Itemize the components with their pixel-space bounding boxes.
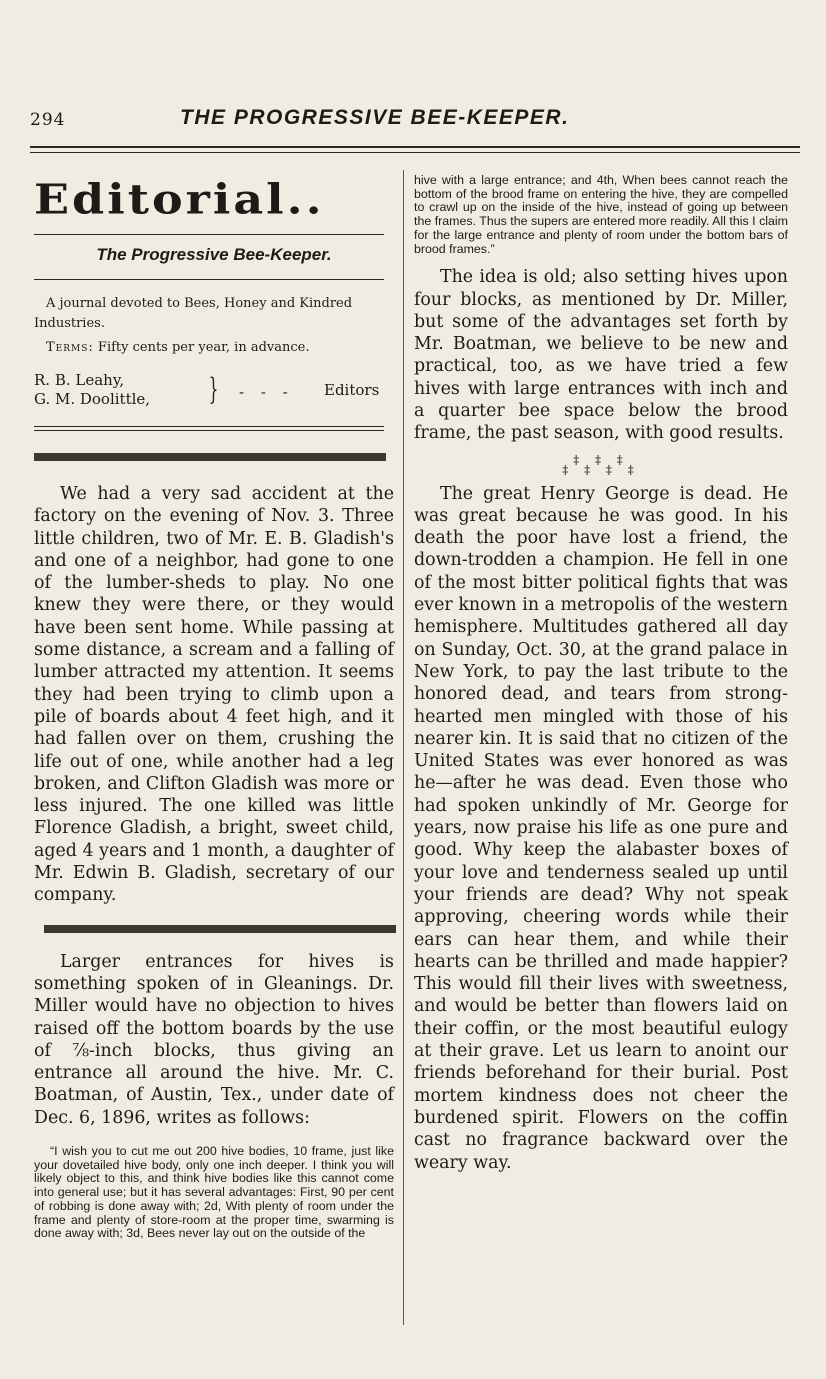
section-bar-1 — [34, 453, 386, 461]
journal-description: A journal devoted to Bees, Honey and Kindred Industries. — [34, 296, 353, 331]
running-head — [30, 104, 800, 134]
henry-george-paragraph: The great Henry George is dead. He was great because he was good. In his death the poor have lost a friend, the down-trodden a champion. He fell in one of the most bitter political fights that was ever known in a metropolis of the western hemisphere. Multitudes gathered all day on Sunday, Oct. 30, at the grand palace in New York, to pay the last tribute to the honored dead, and tears from strong-hearted men mingled with those of his nearer kin. It is said that no citizen of the United States was ever honored as was he—after he was dead. Even those who had spoken unkindly of Mr. George for years, now praise his life as one pure and good. Why keep the alabaster boxes of your love and tenderness sealed up until your friends are dead? Why not speak approving, cheering words while their ears can hear them, and while their hearts can be thrilled and made happier? This would fill their lives with sweetness, and would be better than flowers laid on their coffin, or the most beautiful eulogy at their grave. Let us learn to anoint our friends beforehand for their burial. Post mortem kindness does not cheer the burdened spirit. Flowers on the coffin cast no fragrance backward over the weary way. — [414, 483, 788, 1173]
boatman-quote-end: hive with a large entrance; and 4th, When bees cannot reach the bottom of the brood frame on entering the hive, they are compelled to crawl up on the inside of the hive, instead of going up between the frames. Thus the supers are entered more readily. All this I claim for the large entrance and plenty of room under the bottom bars of brood frames.” — [414, 173, 788, 256]
editors-label: Editors — [324, 381, 380, 399]
masthead-rule-4 — [34, 430, 384, 431]
separator-row-top: ‡ ‡ ‡ — [573, 452, 629, 467]
entrances-paragraph: Larger entrances for hives is something spoken of in Gleanings. Dr. Miller would have no objection to hives raised off the bottom boards by the use of ⅞-inch blocks, thus giving an entrance all around the hive. Mr. C. Boatman, of Austin, Tex., under date of Dec. 6, 1896, writes as follows: — [34, 951, 394, 1128]
editor-name-1: R. B. Leahy, — [34, 371, 125, 389]
terms-label: Terms: — [46, 340, 94, 355]
masthead-rule-3 — [34, 426, 384, 427]
separator-row-bottom: ‡ ‡ ‡ ‡ — [562, 462, 640, 477]
journal-title: THE PROGRESSIVE BEE-KEEPER. — [180, 106, 570, 129]
editorial-heading: Editorial.. — [34, 174, 325, 224]
header-rule-top — [30, 146, 800, 148]
masthead-rule-1 — [34, 234, 384, 235]
section-bar-2 — [44, 925, 396, 933]
idea-paragraph: The idea is old; also setting hives upon four blocks, as mentioned by Dr. Miller, but some of the advantages set forth by Mr. Boatman, we believe to be new and practical, too, as we have tried a few hives with large entrances with inch and a quarter bee space below the brood frame, the past season, with good results. — [414, 267, 788, 444]
editor-name-2: G. M. Doolittle, — [34, 390, 151, 408]
accident-paragraph: We had a very sad accident at the factory on the evening of Nov. 3. Three little children, two of Mr. E. B. Gladish's and one of a neighbor, had gone to one of the lumber-sheds to play. No one knew they were there, or they would have been sent home. While passing at some distance, a scream and a falling of lumber attracted my attention. It seems they had been trying to climb upon a pile of boards about 4 feet high, and it had fallen over on them, crushing the life out of one, while another had a leg broken, and Clifton Gladish was more or less injured. The one killed was little Florence Gladish, a bright, sweet child, aged 4 years and 1 month, a daughter of Mr. Edwin B. Gladish, secretary of our company. — [34, 484, 394, 906]
column-divider — [403, 170, 404, 1325]
page-number: 294 — [30, 110, 66, 130]
terms-line — [46, 338, 394, 358]
masthead-subtitle: The Progressive Bee-Keeper. — [96, 245, 332, 264]
editors-brace: } — [208, 372, 219, 407]
editors-dashes: - - - — [239, 383, 294, 401]
section-separator — [414, 452, 788, 477]
right-column — [414, 160, 788, 1174]
editors-block — [34, 370, 394, 416]
header-rule-bottom — [30, 152, 800, 153]
masthead-rule-2 — [34, 279, 384, 280]
terms-text: Fifty cents per year, in advance. — [97, 340, 310, 355]
left-column — [34, 160, 394, 1241]
boatman-quote-start: “I wish you to cut me out 200 hive bodies, 10 frame, just like your dovetailed hive body, only one inch deeper. I think you will likely object to this, and think hive bodies like this cannot come into general use; but it has several advantages: First, 90 per cent of robbing is done away with; 2d, With plenty of room under the frame and plenty of store-room at the proper time, swarming is done away with; 3d, Bees never lay out on the outside of the — [34, 1144, 394, 1241]
